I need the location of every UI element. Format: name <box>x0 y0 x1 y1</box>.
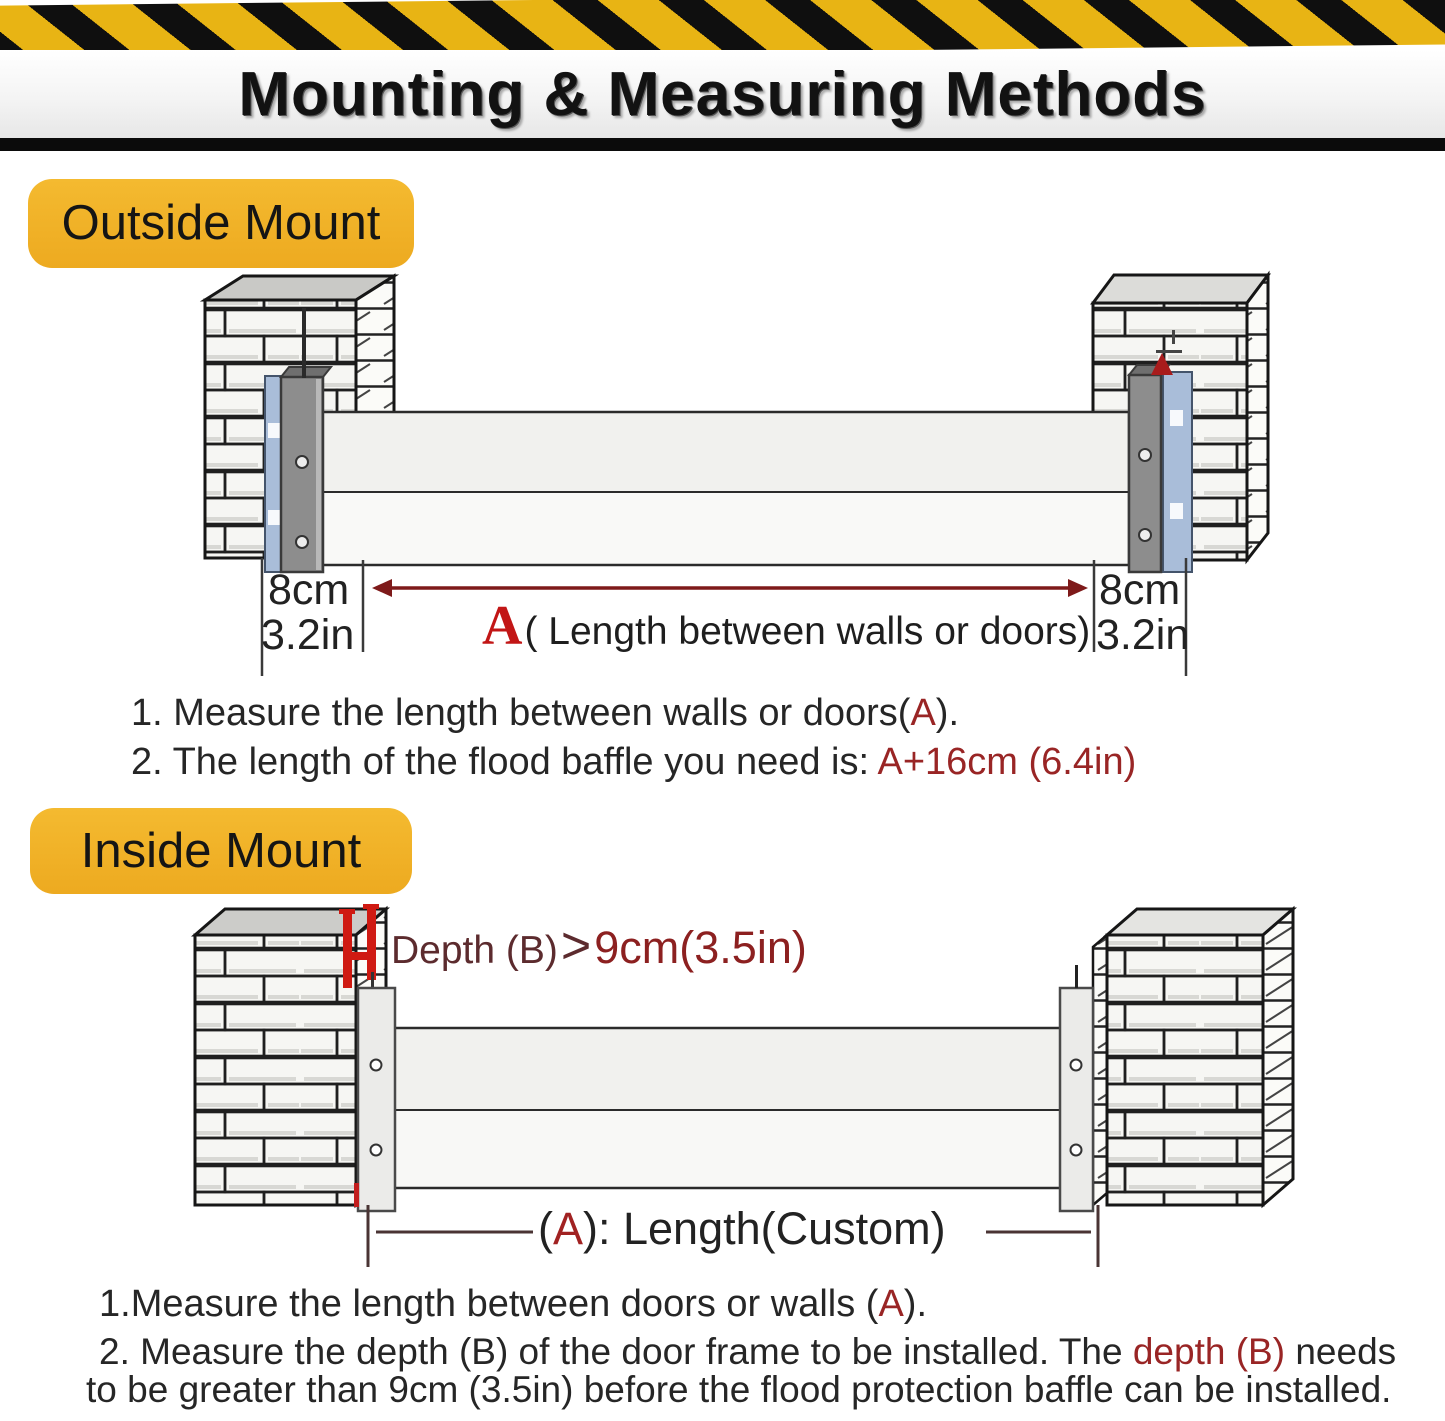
span-annotation <box>482 595 1091 657</box>
screw <box>371 1060 382 1071</box>
inside-step-1 <box>99 1283 927 1326</box>
left-offset-in: 3.2in <box>261 611 355 659</box>
pencil-line <box>1075 965 1078 988</box>
pencil-line <box>371 972 374 988</box>
depth-label: Depth (B) <box>391 929 558 972</box>
step-text: 2. Measure the depth (B) of the door frame to be installed. The <box>99 1331 1133 1372</box>
step-text: 1.Measure the length between doors or walls ( <box>99 1283 879 1325</box>
screw <box>296 536 308 548</box>
right-offset-cm: 8cm <box>1099 566 1181 614</box>
screw <box>371 1145 382 1156</box>
pencil-line <box>302 308 306 378</box>
length-label: ): Length(Custom) <box>583 1203 946 1254</box>
inside-mount-badge: Inside Mount <box>30 808 412 894</box>
span-letter-a: A <box>482 595 523 657</box>
inside-left-channel <box>354 988 395 1211</box>
inside-step-2-line-1 <box>99 1331 1396 1373</box>
screw <box>296 456 308 468</box>
outside-step-2 <box>131 741 1136 784</box>
inside-step-2-line-2: to be greater than 9cm (3.5in) before the flood protection baffle can be installed. <box>86 1369 1392 1410</box>
step-text: 1. Measure the length between walls or doors( <box>131 692 911 734</box>
screw <box>1071 1145 1082 1156</box>
screw <box>1139 529 1151 541</box>
step-letter-a: A <box>878 1283 904 1325</box>
inside-right-channel <box>1060 965 1093 1211</box>
greater-than-symbol: > <box>560 917 592 975</box>
red-marker <box>354 1183 359 1207</box>
pencil-mark <box>1172 330 1175 344</box>
outside-mount-badge: Outside Mount <box>28 179 414 268</box>
right-seal-strip <box>1163 372 1192 572</box>
pencil-mark <box>1156 350 1182 353</box>
length-annotation <box>538 1203 946 1255</box>
inside-flood-barrier <box>393 1028 1062 1188</box>
page-title: Mounting & Measuring Methods <box>238 60 1207 129</box>
depth-annotation <box>391 916 807 976</box>
inside-right-pillar <box>1093 909 1293 1205</box>
span-label: ( Length between walls or doors) <box>524 610 1091 653</box>
flood-barrier <box>322 412 1129 565</box>
step-depth-red: depth (B) <box>1132 1331 1286 1372</box>
span-arrow <box>372 579 1088 597</box>
step-formula: A+16cm (6.4in) <box>877 741 1137 783</box>
step-text: ). <box>935 692 960 734</box>
length-letter-a: A <box>553 1203 584 1254</box>
left-offset-cm: 8cm <box>268 566 350 614</box>
step-text: ). <box>903 1283 928 1325</box>
step-letter-a: A <box>910 692 936 734</box>
step-text: needs <box>1285 1331 1397 1372</box>
step-text: 2. The length of the flood baffle you need is: <box>131 741 878 783</box>
right-offset-in: 3.2in <box>1096 611 1190 659</box>
depth-value: 9cm(3.5in) <box>594 922 807 973</box>
screw <box>1071 1060 1082 1071</box>
header-divider <box>0 138 1445 151</box>
screw <box>1139 449 1151 461</box>
outside-step-1 <box>131 692 959 735</box>
paren: ( <box>538 1203 553 1254</box>
